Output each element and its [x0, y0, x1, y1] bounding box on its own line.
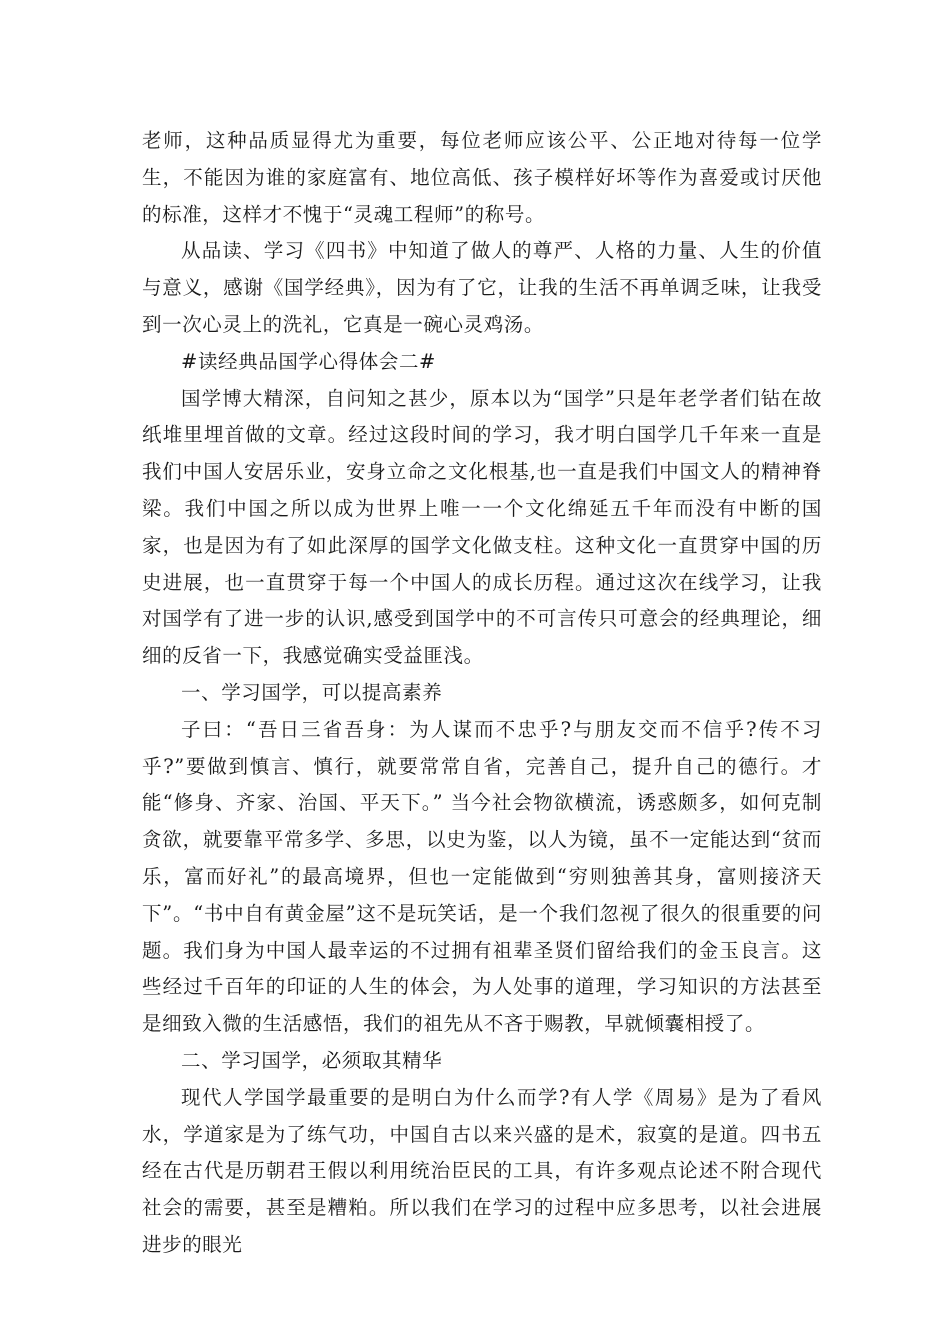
- document-body: [142, 123, 822, 1264]
- subheading-improve-quality: 一、学习国学，可以提高素养: [181, 680, 443, 704]
- paragraph-self-reflection: 子曰：“吾日三省吾身：为人谋而不忠乎?与朋友交而不信乎?传不习乎?”要做到慎言、慎行，就要常常自省，完善自己，提升自己的德行。才能“修身、齐家、治国、平天下。” 当今社会物欲横流，诱惑颇多，如何克制贪欲，就要靠平常多学、多思，以史为鉴，以人为镜，虽不一定能达到“贫而乐，富而好礼”的最高境界，但也一定能做到“穷则独善其身，富则接济天下”。“书中自有黄金屋”这不是玩笑话，是一个我们忽视了很久的很重要的问题。我们身为中国人最幸运的不过拥有祖辈圣贤们留给我们的金玉良言。这些经过千百年的印证的人生的体会，为人处事的道理，学习知识的方法甚至是细致入微的生活感悟，我们的祖先从不吝于赐教，早就倾囊相授了。: [142, 717, 822, 1036]
- paragraph-four-books-reflection: 从品读、学习《四书》中知道了做人的尊严、人格的力量、人生的价值与意义，感谢《国学经典》，因为有了它，让我的生活不再单调乏味，让我受到一次心灵上的洗礼，它真是一碗心灵鸡汤。: [142, 239, 822, 336]
- paragraph-teacher-fairness: 老师，这种品质显得尤为重要，每位老师应该公平、公正地对待每一位学生，不能因为谁的家庭富有、地位高低、孩子模样好坏等作为喜爱或讨厌他的标准，这样才不愧于“灵魂工程师”的称号。: [142, 129, 822, 226]
- section-heading-reflection-two: #读经典品国学心得体会二#: [181, 349, 436, 373]
- subheading-take-essence: 二、学习国学，必须取其精华: [181, 1048, 443, 1072]
- paragraph-guoxue-intro: 国学博大精深，自问知之甚少，原本以为“国学”只是年老学者们钻在故纸堆里埋首做的文章。经过这段时间的学习，我才明白国学几千年来一直是我们中国人安居乐业，安身立命之文化根基,也一直是我们中国文人的精神脊梁。我们中国之所以成为世界上唯一一个文化绵延五千年而没有中断的国家，也是因为有了如此深厚的国学文化做支柱。这种文化一直贯穿中国的历史进展，也一直贯穿于每一个中国人的成长历程。通过这次在线学习，让我对国学有了进一步的认识,感受到国学中的不可言传只可意会的经典理论，细细的反省一下，我感觉确实受益匪浅。: [142, 386, 822, 668]
- paragraph-why-learn: 现代人学国学最重要的是明白为什么而学?有人学《周易》是为了看风水，学道家是为了练气功，中国自古以来兴盛的是术，寂寞的是道。四书五经在古代是历朝君王假以利用统治臣民的工具，有许多观点论述不附合现代社会的需要，甚至是糟粕。所以我们在学习的过程中应多思考，以社会进展进步的眼光: [142, 1085, 822, 1256]
